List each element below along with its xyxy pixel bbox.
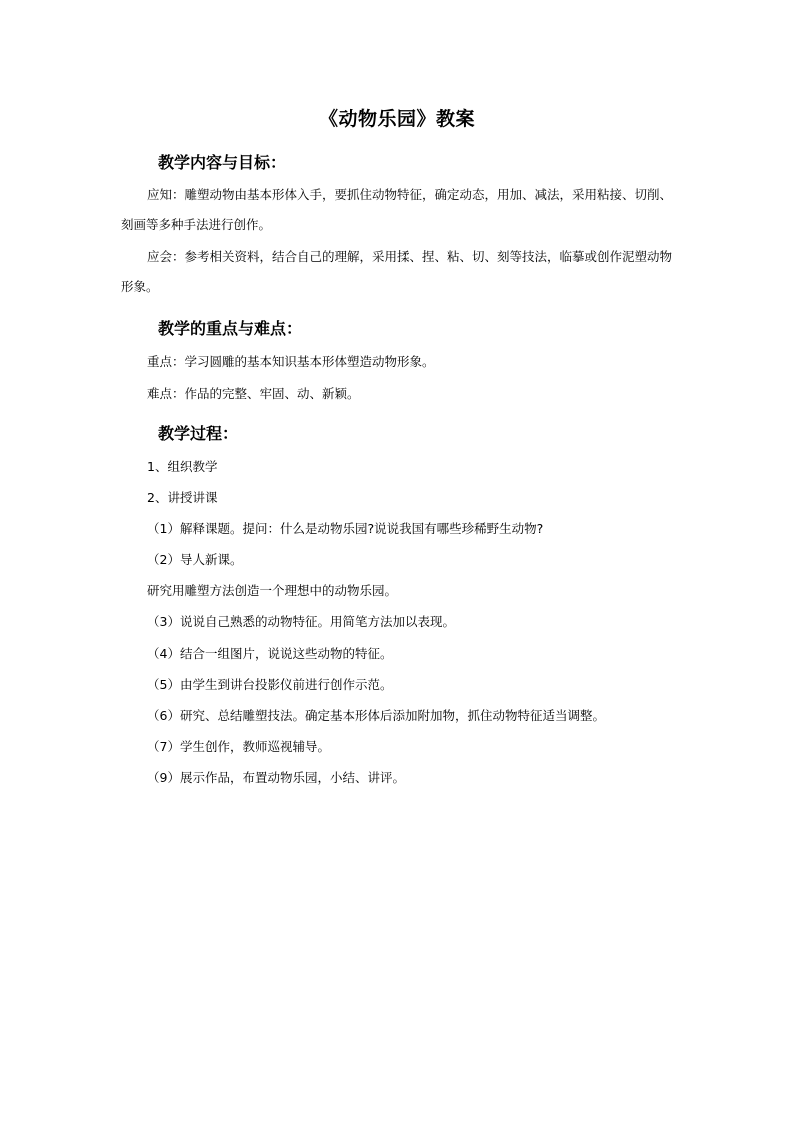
process-step: 1、组织教学	[147, 459, 218, 474]
process-step: （3）说说自己熟悉的动物特征。用简笔方法加以表现。	[147, 614, 455, 629]
difficulty-line: 难点：作品的完整、牢固、动、新颖。	[147, 386, 360, 401]
process-step: （6）研究、总结雕塑技法。确定基本形体后添加附加物，抓住动物特征适当调整。	[147, 708, 605, 723]
process-step: （9）展示作品，布置动物乐园，小结、讲评。	[147, 770, 405, 785]
process-step: （7）学生创作，教师巡视辅导。	[147, 739, 330, 754]
key-point-line: 重点：学习圆雕的基本知识基本形体塑造动物形象。	[147, 354, 435, 369]
process-step: （1）解释课题。提问：什么是动物乐园?说说我国有哪些珍稀野生动物?	[147, 521, 544, 536]
section-heading-goals: 教学内容与目标：	[158, 153, 287, 172]
process-step: （5）由学生到讲台投影仪前进行创作示范。	[147, 677, 393, 692]
process-step: （4）结合一组图片，说说这些动物的特征。	[147, 646, 393, 661]
process-step: （2）导人新课。	[147, 552, 243, 567]
process-step: 研究用雕塑方法创造一个理想中的动物乐园。	[147, 583, 398, 598]
paragraph-know: 应知：雕塑动物由基本形体入手，要抓住动物特征，确定动态，用加、减法，采用粘接、切削、刻画等多种手法进行创作。	[121, 187, 673, 232]
document-title: 《动物乐园》教案	[318, 108, 475, 130]
section-heading-process: 教学过程：	[158, 424, 239, 443]
section-heading-focus: 教学的重点与难点：	[158, 319, 303, 338]
paragraph-can: 应会：参考相关资料，结合自己的理解，采用揉、捏、粘、切、刻等技法，临摹或创作泥塑动物形象。	[121, 249, 673, 294]
process-step: 2、讲授讲课	[147, 490, 218, 505]
